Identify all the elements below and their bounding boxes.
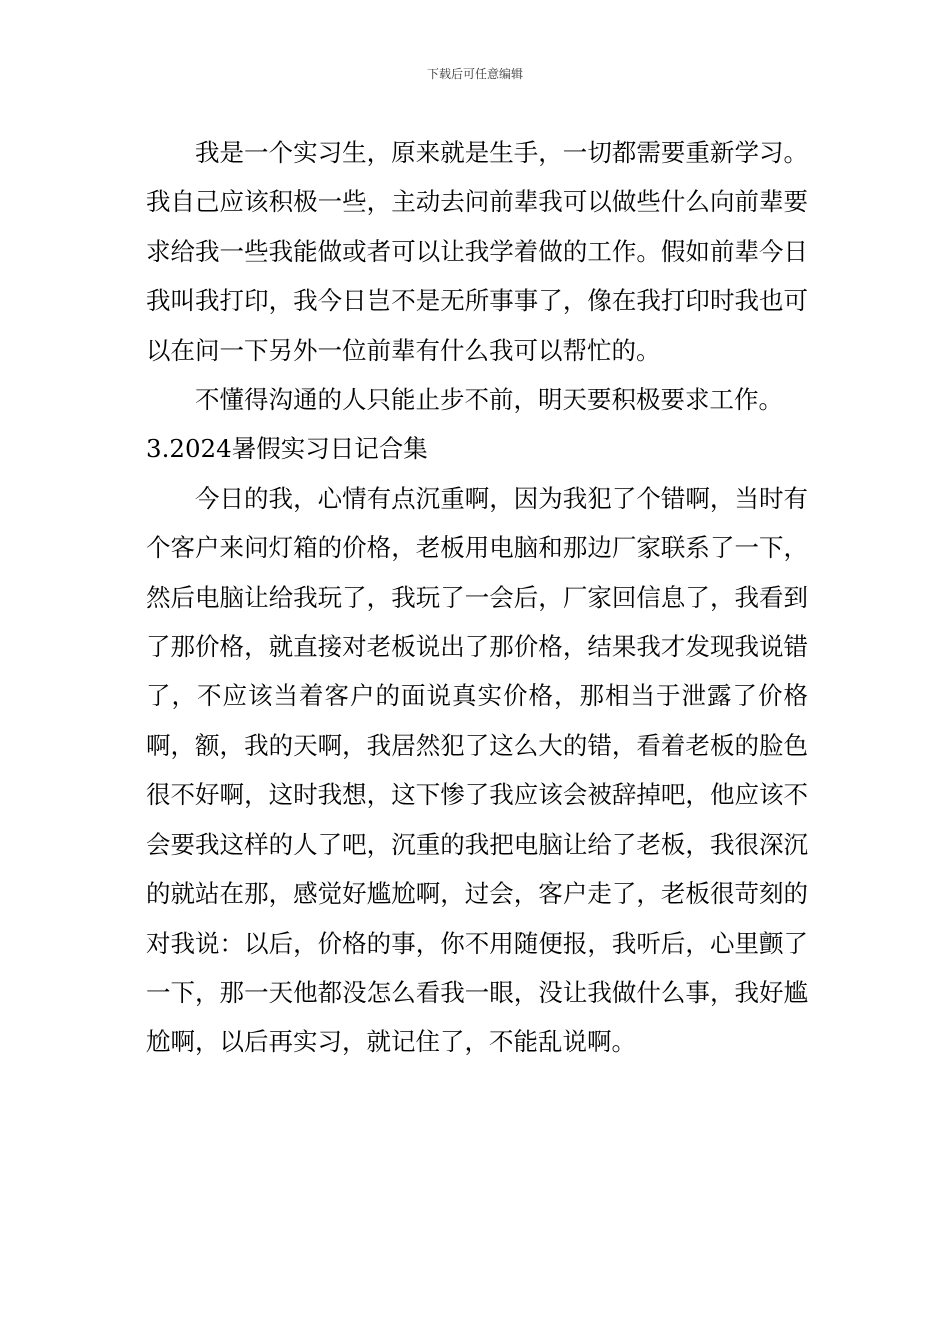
page-header-note: 下载后可任意编辑 — [426, 67, 523, 81]
paragraph-intern-learning: 我是一个实习生，原来就是生手，一切都需要重新学习。我自己应该积极一些，主动去问前辈我可以做些什么向前辈要求给我一些我能做或者可以让我学着做的工作。假如前辈今日我叫我打印，我今日岂不是无所事事了，像在我打印时我也可以在问一下另外一位前辈有什么我可以帮忙的。 — [146, 138, 808, 365]
section-heading: 3.2024暑假实习日记合集 — [146, 434, 428, 464]
paragraph-communication: 不懂得沟通的人只能止步不前，明天要积极要求工作。 — [195, 385, 783, 415]
paragraph-diary-entry: 今日的我，心情有点沉重啊，因为我犯了个错啊，当时有个客户来问灯箱的价格，老板用电脑和那边厂家联系了一下，然后电脑让给我玩了，我玩了一会后，厂家回信息了，我看到了那价格，就直接对老板说出了那价格，结果我才发现我说错了，不应该当着客户的面说真实价格，那相当于泄露了价格啊，额，我的天啊，我居然犯了这么大的错，看着老板的脸色很不好啊，这时我想，这下惨了我应该会被辞掉吧，他应该不会要我这样的人了吧，沉重的我把电脑让给了老板，我很深沉的就站在那，感觉好尴尬啊，过会，客户走了，老板很苛刻的对我说：以后，价格的事，你不用随便报，我听后，心里颤了一下，那一天他都没怎么看我一眼，没让我做什么事，我好尴尬啊，以后再实习，就记住了，不能乱说啊。 — [146, 483, 808, 1057]
document-body — [146, 128, 808, 1067]
